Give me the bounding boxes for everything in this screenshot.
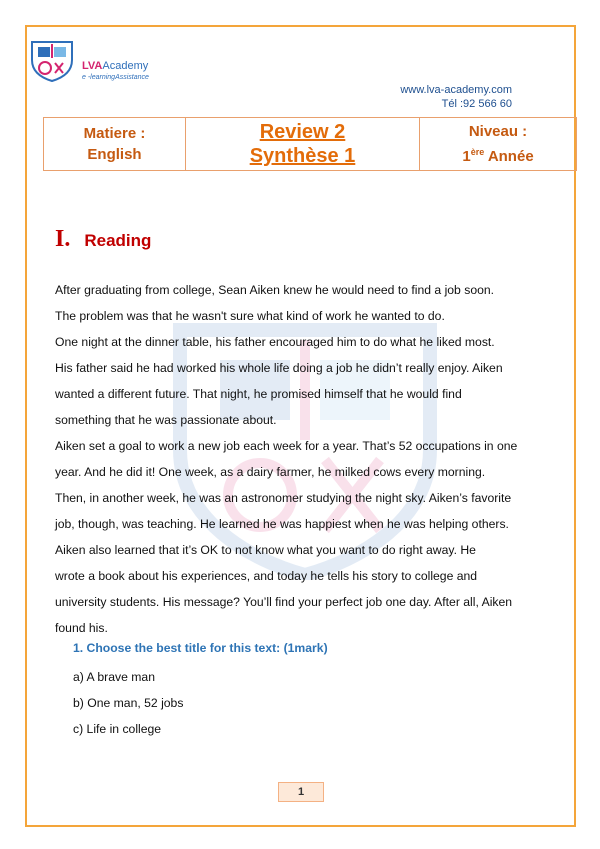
option-b: b) One man, 52 jobs xyxy=(73,696,184,710)
subject-value: English xyxy=(87,146,142,163)
passage-line: year. And he did it! One week, as a dairy farmer, he milked cows every morning. xyxy=(55,465,486,479)
brand-tagline: e -learningAssistance xyxy=(82,74,149,81)
level-text: Année xyxy=(484,148,534,165)
subject-label: Matiere : xyxy=(83,125,146,142)
passage-line: Aiken set a goal to work a new job each week for a year. That’s 52 occupations in one xyxy=(55,439,518,453)
level-label: Niveau : xyxy=(468,123,528,140)
answer-options xyxy=(73,664,183,742)
option-c: c) Life in college xyxy=(73,722,162,736)
subject-cell xyxy=(44,118,186,170)
passage-line: something that he was passionate about. xyxy=(55,413,277,427)
phone-number: Tél :92 566 60 xyxy=(441,98,512,110)
website-link[interactable]: www.lva-academy.com xyxy=(400,84,512,96)
passage-line: wanted a different future. That night, he promised himself that he would find xyxy=(55,387,462,401)
passage-line: wrote a book about his experiences, and today he tells his story to college and xyxy=(55,569,478,583)
doc-title-line2: Synthèse 1 xyxy=(249,145,356,167)
brand-name xyxy=(82,60,148,72)
passage-line: university students. His message? You’ll find your perfect job one day. After all, Aiken xyxy=(55,595,513,609)
level-cell xyxy=(420,118,576,170)
section-title: Reading xyxy=(84,231,152,250)
option-a: a) A brave man xyxy=(73,670,155,684)
lva-academy-logo xyxy=(28,38,76,82)
title-cell xyxy=(186,118,420,170)
passage-line: job, though, was teaching. He learned he was happiest when he was helping others. xyxy=(55,517,509,531)
brand-suffix: Academy xyxy=(102,60,149,72)
page-number: 1 xyxy=(278,782,324,802)
section-number: I. xyxy=(55,226,71,252)
level-sup: ère xyxy=(470,147,485,157)
passage-line: found his. xyxy=(55,621,108,635)
brand-main: LVA xyxy=(82,60,103,72)
passage-line: His father said he had worked his whole life doing a job he didn’t really enjoy. Aiken xyxy=(55,361,503,375)
header-table xyxy=(43,117,577,171)
doc-title-line1: Review 2 xyxy=(259,121,346,143)
level-number: 1 xyxy=(462,148,471,165)
passage-line: Aiken also learned that it’s OK to not know what you want to do right away. He xyxy=(55,543,476,557)
passage-line: Then, in another week, he was an astronomer studying the night sky. Aiken’s favorite xyxy=(55,491,512,505)
question-1: 1. Choose the best title for this text: (1mark) xyxy=(73,641,328,655)
passage-line: After graduating from college, Sean Aiken knew he would need to find a job soon. xyxy=(55,283,495,297)
passage-line: The problem was that he wasn't sure what kind of work he wanted to do. xyxy=(55,309,445,323)
level-value xyxy=(420,142,576,167)
reading-passage xyxy=(55,277,560,641)
section-heading xyxy=(55,226,151,253)
passage-line: One night at the dinner table, his father encouraged him to do what he liked most. xyxy=(55,335,495,349)
